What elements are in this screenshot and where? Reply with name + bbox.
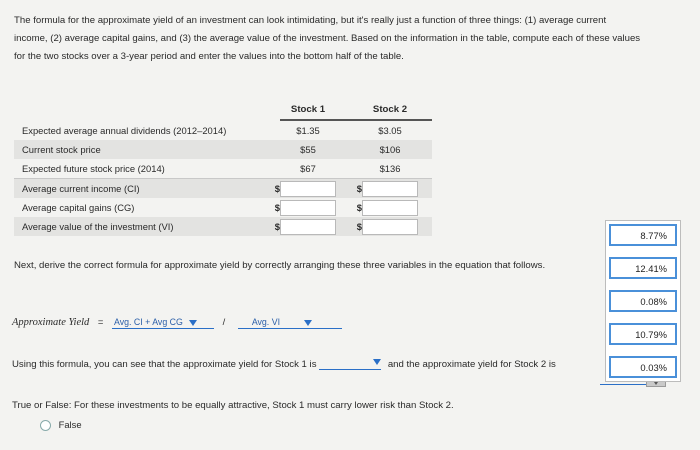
row-label-ci: Average current income (CI)	[14, 179, 250, 199]
s1-vi-input[interactable]	[280, 219, 336, 235]
table-header-row	[14, 100, 432, 120]
dropdown-option[interactable]: 8.77%	[609, 224, 677, 246]
header-stock-1: Stock 1	[280, 100, 336, 120]
table-row	[14, 179, 432, 199]
yield-formula	[12, 316, 342, 329]
row-label-dividends: Expected average annual dividends (2012–2014)	[22, 124, 227, 136]
stock-1-yield-dropdown[interactable]	[319, 357, 381, 370]
equals-sign: =	[97, 316, 104, 327]
row-label-future-price: Expected future stock price (2014)	[22, 163, 165, 174]
divide-slash: /	[222, 316, 226, 327]
s2-vi-input[interactable]	[362, 219, 418, 235]
s1-future-price: $67	[300, 163, 316, 174]
dropdown-option[interactable]: 0.08%	[609, 290, 677, 312]
true-false-question: True or False: For these investments to be equally attractive, Stock 1 must carry lower risk than Stock 2.	[12, 400, 454, 411]
chevron-down-icon	[304, 320, 312, 326]
formula-label: Approximate Yield	[12, 317, 90, 328]
radio-label-false: False	[58, 419, 82, 430]
s2-cg-input[interactable]	[362, 200, 418, 216]
using-text-2: and the approximate yield for Stock 2 is	[387, 359, 556, 370]
s1-dividends: $1.35	[296, 125, 320, 136]
dollar-sign: $	[336, 179, 362, 199]
dollar-sign: $	[250, 179, 280, 199]
instructions-line-2: income, (2) average capital gains, and (3) the average value of the investment. Based on the information in the table, compute each of these values	[14, 33, 641, 44]
table-row	[14, 159, 432, 179]
s2-future-price: $136	[379, 163, 401, 174]
numerator-dropdown[interactable]	[112, 317, 214, 329]
instructions-line-3: for the two stocks over a 3-year period and enter the values into the bottom half of the table.	[14, 51, 404, 62]
radio-circle-icon[interactable]	[40, 420, 51, 431]
radio-option-false[interactable]	[40, 419, 82, 431]
dollar-sign: $	[274, 202, 280, 213]
s1-current-price: $55	[280, 140, 336, 159]
denominator-value: Avg. VI	[251, 317, 281, 327]
row-label-cg: Average capital gains (CG)	[22, 202, 135, 213]
dollar-sign: $	[336, 217, 362, 236]
s2-current-price: $106	[362, 140, 418, 159]
dollar-sign: $	[250, 217, 280, 236]
dropdown-option[interactable]: 10.79%	[609, 323, 677, 345]
table-row	[14, 140, 432, 159]
numerator-value: Avg. CI + Avg CG	[113, 317, 183, 327]
chevron-down-icon	[189, 320, 197, 326]
dollar-sign: $	[356, 202, 362, 213]
table-row	[14, 198, 432, 217]
s1-ci-input[interactable]	[280, 181, 336, 197]
s2-ci-input[interactable]	[362, 181, 418, 197]
instructions	[14, 12, 694, 66]
yield-dropdown-menu	[605, 220, 681, 382]
using-text-1: Using this formula, you can see that the approximate yield for Stock 1 is	[12, 359, 317, 370]
table-row	[14, 120, 432, 140]
next-instruction: Next, derive the correct formula for approximate yield by correctly arranging these three variables in the equation that follows.	[14, 260, 546, 271]
header-stock-2: Stock 2	[362, 100, 418, 120]
stock-table	[14, 100, 432, 236]
row-label-current-price: Current stock price	[14, 140, 250, 159]
instructions-line-1: The formula for the approximate yield of an investment can look intimidating, but it's really just a function of three things: (1) average current	[14, 15, 607, 26]
s1-cg-input[interactable]	[280, 200, 336, 216]
denominator-dropdown[interactable]	[238, 317, 342, 329]
yield-sentence	[12, 357, 556, 370]
chevron-down-icon	[373, 359, 381, 365]
dropdown-option[interactable]: 12.41%	[609, 257, 677, 279]
row-label-vi: Average value of the investment (VI)	[14, 217, 250, 236]
s2-dividends: $3.05	[378, 125, 402, 136]
dropdown-option[interactable]: 0.03%	[609, 356, 677, 378]
table-row	[14, 217, 432, 236]
